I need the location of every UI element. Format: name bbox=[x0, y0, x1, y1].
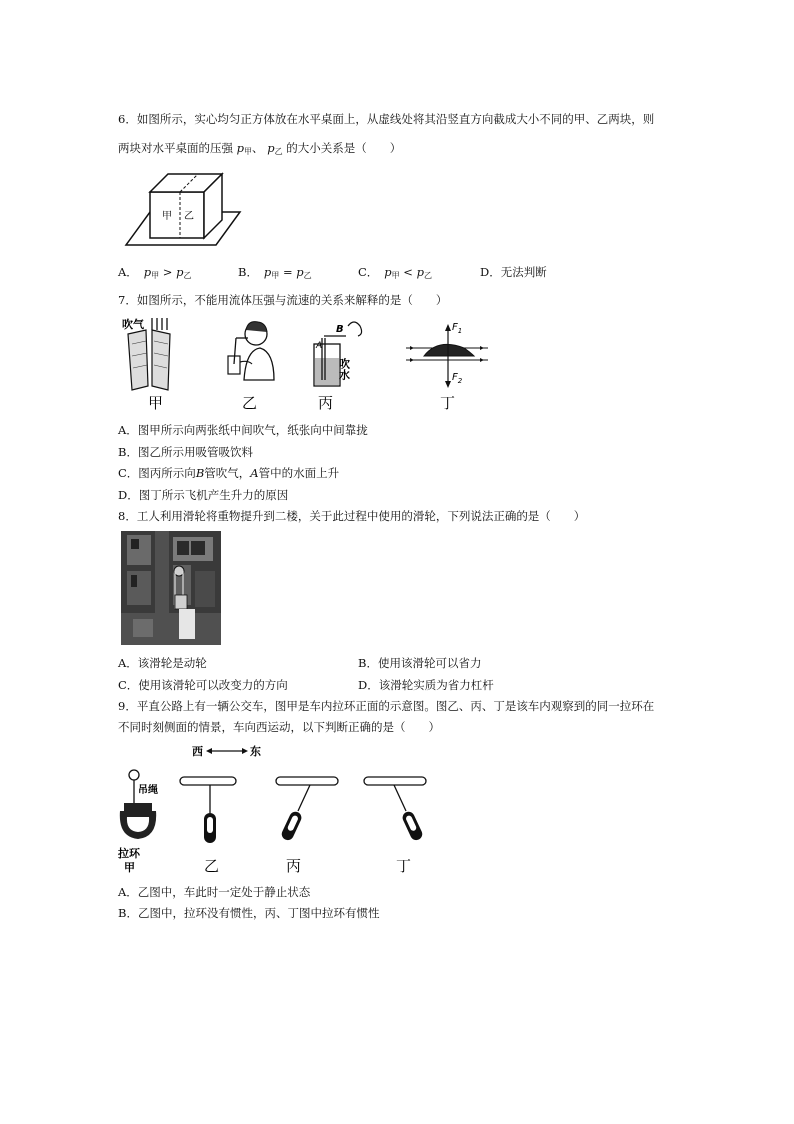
q7-label-jia: 甲 bbox=[148, 394, 164, 412]
q7-label-bing: 丙 bbox=[318, 394, 334, 412]
q7-option-b: B．图乙所示用吸管吸饮料 bbox=[118, 445, 253, 459]
q9-option-b: B．乙图中，拉环没有惯性，丙、丁图中拉环有惯性 bbox=[118, 906, 380, 920]
q9-fig-east: 东 bbox=[250, 745, 261, 758]
q6-fig-yi: 乙 bbox=[184, 211, 194, 222]
q7-fig-ding bbox=[406, 322, 488, 388]
q9-figures bbox=[114, 741, 454, 877]
q7-stem: 7．如图所示，不能用流体压强与流速的关系来解释的是（ ） bbox=[118, 293, 448, 307]
q6-option-c: C． $p_甲 < p_乙$ bbox=[358, 265, 432, 280]
q7-fig-blow-label: 吹气 bbox=[122, 318, 144, 331]
q7-fig-f2: $F_2$ bbox=[452, 372, 463, 385]
q9-fig-ding bbox=[364, 777, 426, 842]
q7-fig-blow-water: 吹水 bbox=[337, 358, 351, 380]
q9-fig-ring: 拉环 bbox=[118, 847, 140, 860]
q7-fig-yi bbox=[228, 322, 274, 380]
q9-fig-jia bbox=[118, 770, 158, 860]
q7-figures bbox=[118, 314, 498, 414]
q6-stem-line2 bbox=[118, 141, 401, 159]
q6-stem-line2-post: 的大小关系是（ ） bbox=[286, 141, 402, 155]
q7-fig-jia bbox=[122, 317, 170, 390]
q9-label-jia: 甲 bbox=[124, 861, 135, 874]
q6-p-jia: $p_甲$ bbox=[236, 141, 253, 156]
q7-fig-a: A bbox=[316, 341, 323, 351]
q6-sep: 、 bbox=[252, 141, 264, 155]
q6-p-yi: $p_乙$ bbox=[267, 141, 283, 156]
q7-fig-b: B bbox=[336, 324, 344, 335]
q7-label-ding: 丁 bbox=[440, 394, 456, 412]
q9-label-ding: 丁 bbox=[396, 857, 412, 875]
q6-option-a: A． $p_甲 > p_乙$ bbox=[118, 265, 192, 280]
q7-option-a: A．图甲所示向两张纸中间吹气，纸张向中间靠拢 bbox=[118, 423, 368, 437]
q9-label-yi: 乙 bbox=[204, 857, 220, 875]
q7-fig-bing bbox=[314, 322, 362, 386]
q9-stem-line1: 9．平直公路上有一辆公交车，图甲是车内拉环正面的示意图。图乙、丙、丁是该车内观察到的同一拉环在 bbox=[118, 699, 655, 713]
q7-option-c: C．图丙所示向B管吹气，A管中的水面上升 bbox=[118, 466, 340, 480]
q7-label-yi: 乙 bbox=[242, 394, 258, 412]
q9-stem-line2: 不同时刻侧面的情景，车向西运动，以下判断正确的是（ ） bbox=[118, 720, 440, 734]
q8-option-d: D．该滑轮实质为省力杠杆 bbox=[358, 678, 494, 692]
q9-option-a: A．乙图中，车此时一定处于静止状态 bbox=[118, 885, 311, 899]
q8-option-c: C．使用该滑轮可以改变力的方向 bbox=[118, 678, 288, 692]
q6-fig-jia: 甲 bbox=[162, 211, 172, 222]
q9-label-bing: 丙 bbox=[286, 857, 302, 875]
q7-option-d: D．图丁所示飞机产生升力的原因 bbox=[118, 488, 289, 502]
q9-direction-arrow bbox=[192, 744, 261, 758]
q7-fig-f1: $F_1$ bbox=[452, 322, 463, 335]
q6-option-b: B． $p_甲 = p_乙$ bbox=[238, 265, 312, 280]
q9-fig-bing bbox=[276, 777, 338, 842]
q8-stem: 8．工人利用滑轮将重物提升到二楼，关于此过程中使用的滑轮，下列说法正确的是（ ） bbox=[118, 509, 586, 523]
q6-stem-line2-pre: 两块对水平桌面的压强 bbox=[118, 141, 233, 155]
q9-fig-rope: 吊绳 bbox=[138, 785, 158, 796]
q8-option-b: B．使用该滑轮可以省力 bbox=[358, 656, 482, 670]
q9-fig-yi bbox=[180, 777, 236, 843]
q8-option-a: A．该滑轮是动轮 bbox=[118, 656, 207, 670]
q6-cube-figure bbox=[122, 170, 252, 255]
q8-pulley-photo bbox=[121, 531, 221, 645]
q9-fig-west: 西 bbox=[192, 745, 203, 758]
q6-option-d: D．无法判断 bbox=[480, 265, 547, 279]
q6-stem-line1: 6．如图所示，实心均匀正方体放在水平桌面上，从虚线处将其沿竖直方向截成大小不同的甲、乙两块，则 bbox=[118, 112, 655, 126]
